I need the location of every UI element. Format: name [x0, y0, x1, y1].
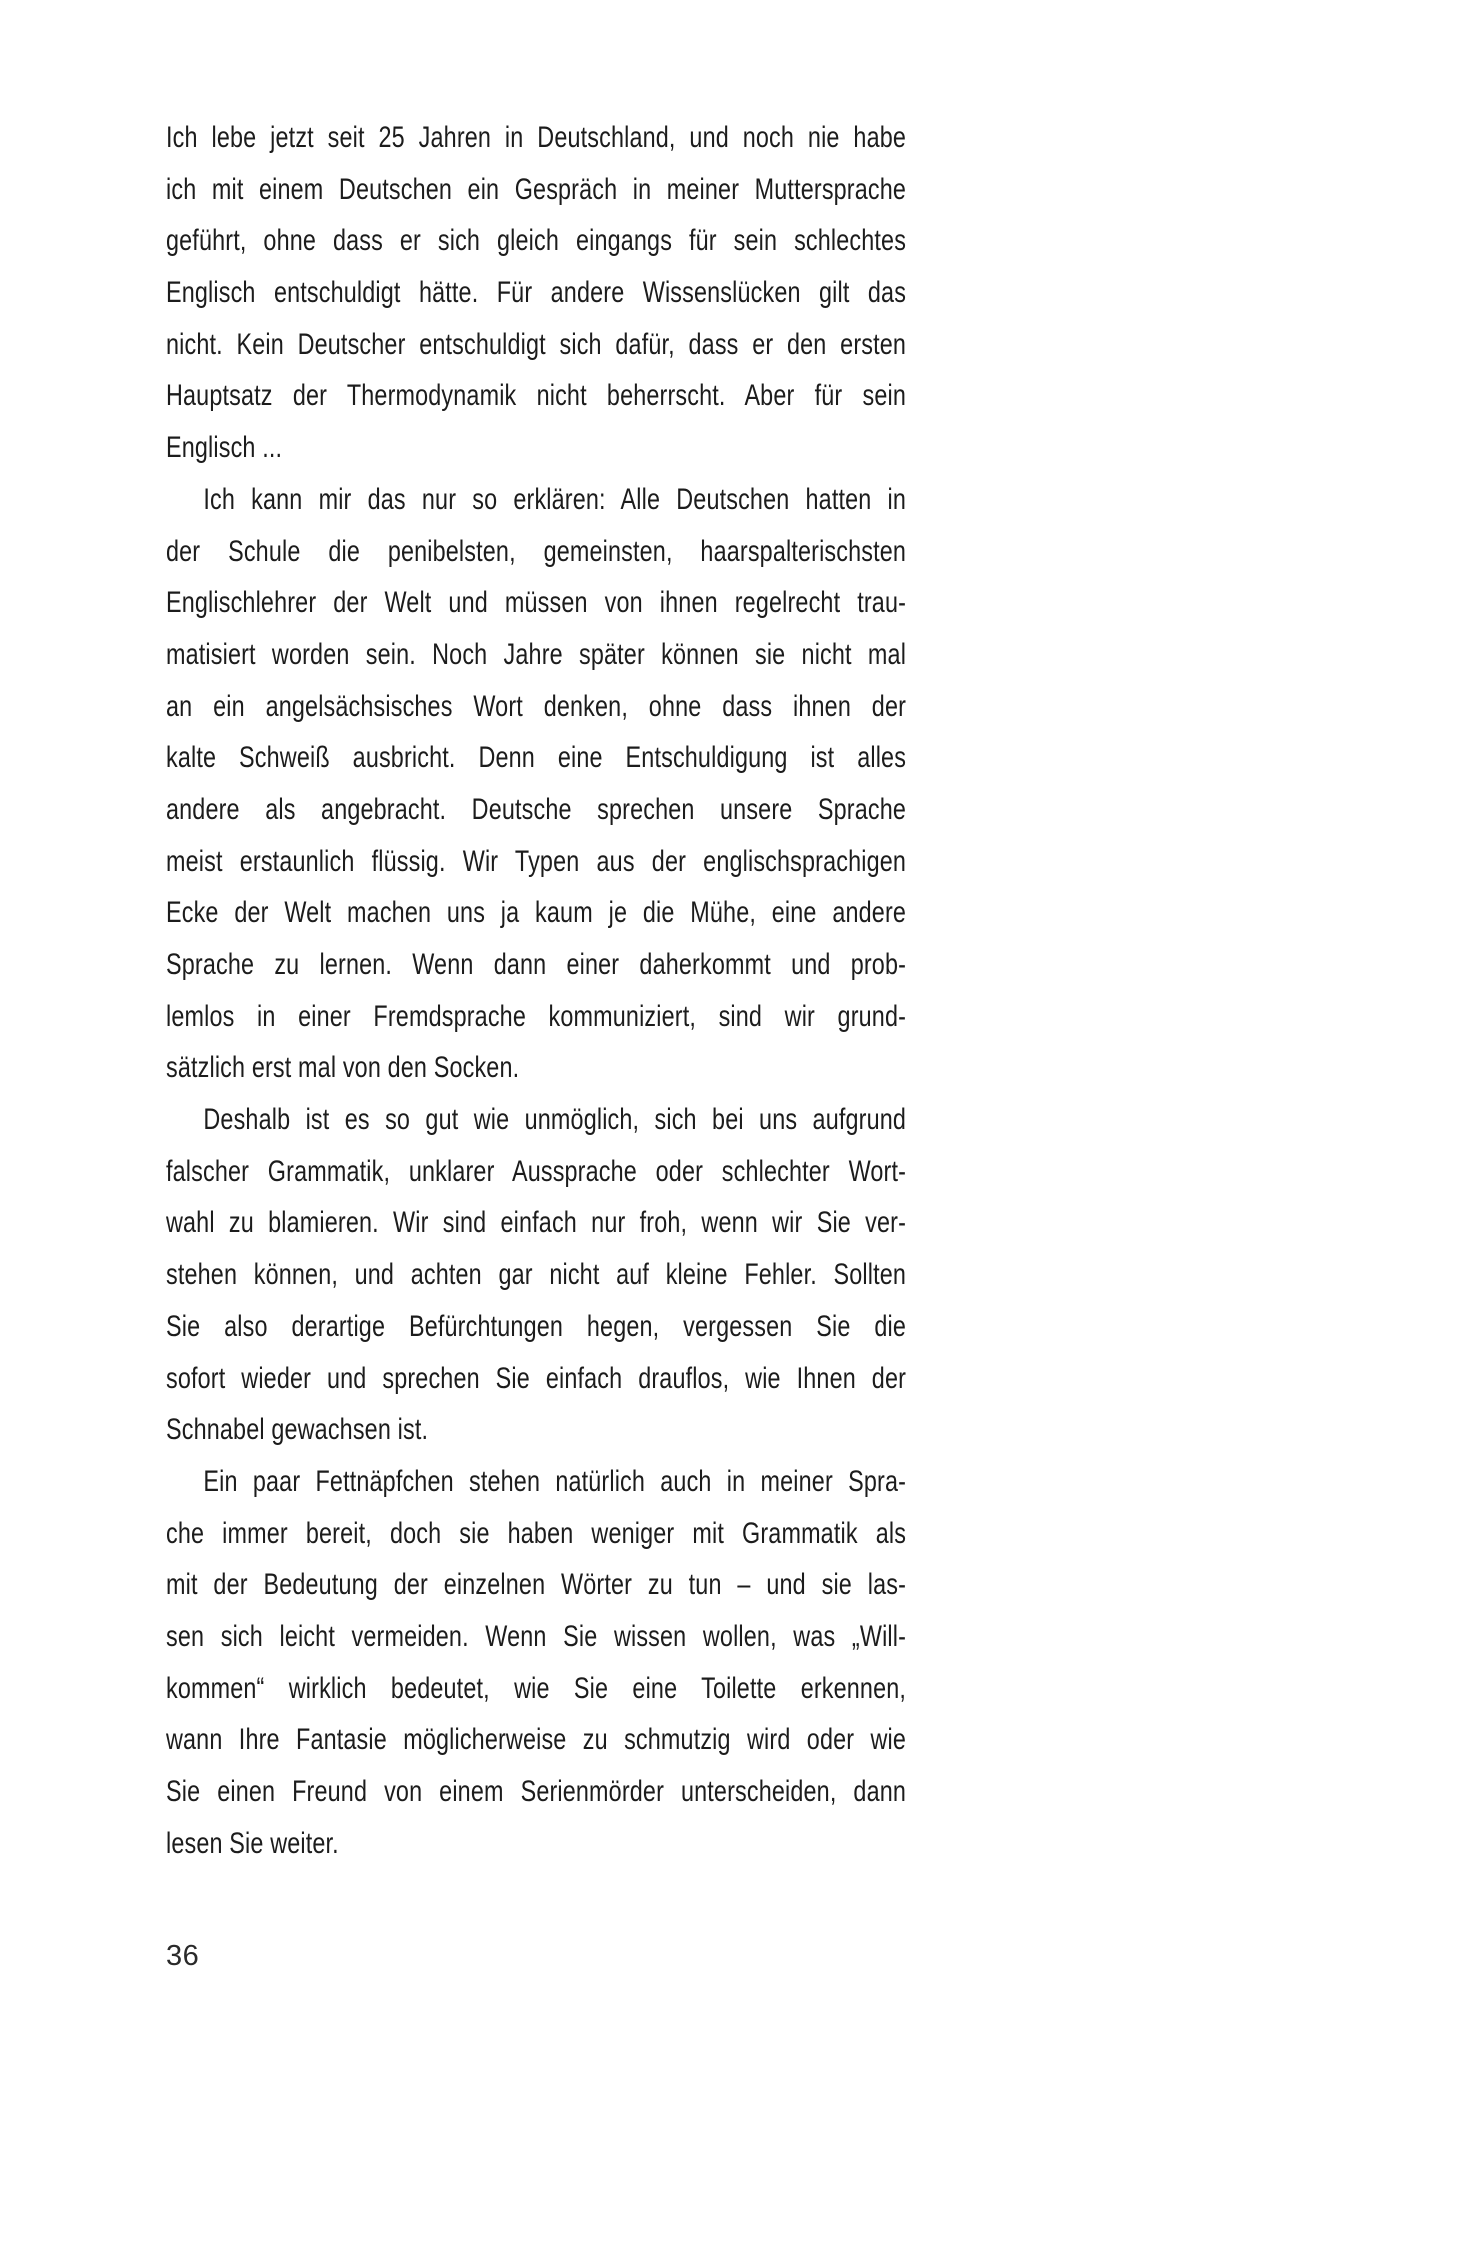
text-line: stehen können, und achten gar nicht auf kleine Fehler. Sollten [166, 1258, 907, 1292]
paragraph [166, 474, 906, 1094]
text-line: sofort wieder und sprechen Sie einfach drauflos, wie Ihnen der [166, 1361, 907, 1395]
text-line: Englischlehrer der Welt und müssen von ihnen regelrecht trau- [166, 586, 907, 620]
text-line: Ich lebe jetzt seit 25 Jahren in Deutschland, und noch nie habe [166, 121, 907, 154]
text-line: Sprache zu lernen. Wenn dann einer daherkommt und prob- [166, 948, 907, 981]
text-line: andere als angebracht. Deutsche sprechen unsere Sprache [166, 792, 907, 826]
text-line: geführt, ohne dass er sich gleich eingangs für sein schlechtes [166, 224, 907, 258]
paragraph [166, 1094, 906, 1456]
text-line: Deshalb ist es so gut wie unmöglich, sich bei uns aufgrund [203, 1103, 907, 1137]
text-line: wann Ihre Fantasie möglicherweise zu schmutzig wird oder wie [166, 1723, 907, 1757]
text-line: an ein angelsächsisches Wort denken, ohne dass ihnen der [166, 689, 907, 723]
text-line: sätzlich erst mal von den Socken. [166, 1051, 520, 1085]
text-line: Hauptsatz der Thermodynamik nicht beherrscht. Aber für sein [166, 379, 907, 413]
text-line: wahl zu blamieren. Wir sind einfach nur froh, wenn wir Sie ver- [166, 1206, 907, 1240]
text-line: nicht. Kein Deutscher entschuldigt sich dafür, dass er den ersten [166, 327, 907, 361]
text-line: Ich kann mir das nur so erklären: Alle Deutschen hatten in [203, 482, 907, 516]
text-line: Sie also derartige Befürchtungen hegen, vergessen Sie die [166, 1309, 907, 1343]
text-line: Sie einen Freund von einem Serienmörder unterscheiden, dann [166, 1775, 907, 1808]
text-line: mit der Bedeutung der einzelnen Wörter zu tun – und sie las- [166, 1568, 907, 1602]
text-line: kommen“ wirklich bedeutet, wie Sie eine Toilette erkennen, [166, 1671, 907, 1705]
text-line: matisiert worden sein. Noch Jahre später können sie nicht mal [166, 637, 907, 671]
text-line: lemlos in einer Fremdsprache kommuniziert, sind wir grund- [166, 999, 907, 1033]
text-line: Englisch ... [166, 431, 283, 465]
text-line: lesen Sie weiter. [166, 1826, 339, 1860]
text-line: sen sich leicht vermeiden. Wenn Sie wissen wollen, was „Will- [166, 1619, 907, 1653]
text-line: kalte Schweiß ausbricht. Denn eine Entschuldigung ist alles [166, 741, 907, 775]
text-line: Ecke der Welt machen uns ja kaum je die Mühe, eine andere [166, 896, 907, 930]
text-line: Ein paar Fettnäpfchen stehen natürlich auch in meiner Spra- [203, 1464, 907, 1498]
body-text [166, 112, 906, 1869]
paragraph [166, 112, 906, 474]
text-line: falscher Grammatik, unklarer Aussprache oder schlechter Wort- [166, 1154, 907, 1188]
text-line: Englisch entschuldigt hätte. Für andere Wissenslücken gilt das [166, 276, 907, 310]
text-line: meist erstaunlich flüssig. Wir Typen aus der englischsprachigen [166, 844, 907, 878]
page-number: 36 [166, 1940, 200, 1972]
paragraph [166, 1456, 906, 1870]
text-line: der Schule die penibelsten, gemeinsten, haarspalterischsten [166, 534, 907, 568]
text-line: Schnabel gewachsen ist. [166, 1413, 429, 1447]
text-line: che immer bereit, doch sie haben weniger mit Grammatik als [166, 1516, 907, 1550]
text-line: ich mit einem Deutschen ein Gespräch in meiner Muttersprache [166, 172, 907, 206]
